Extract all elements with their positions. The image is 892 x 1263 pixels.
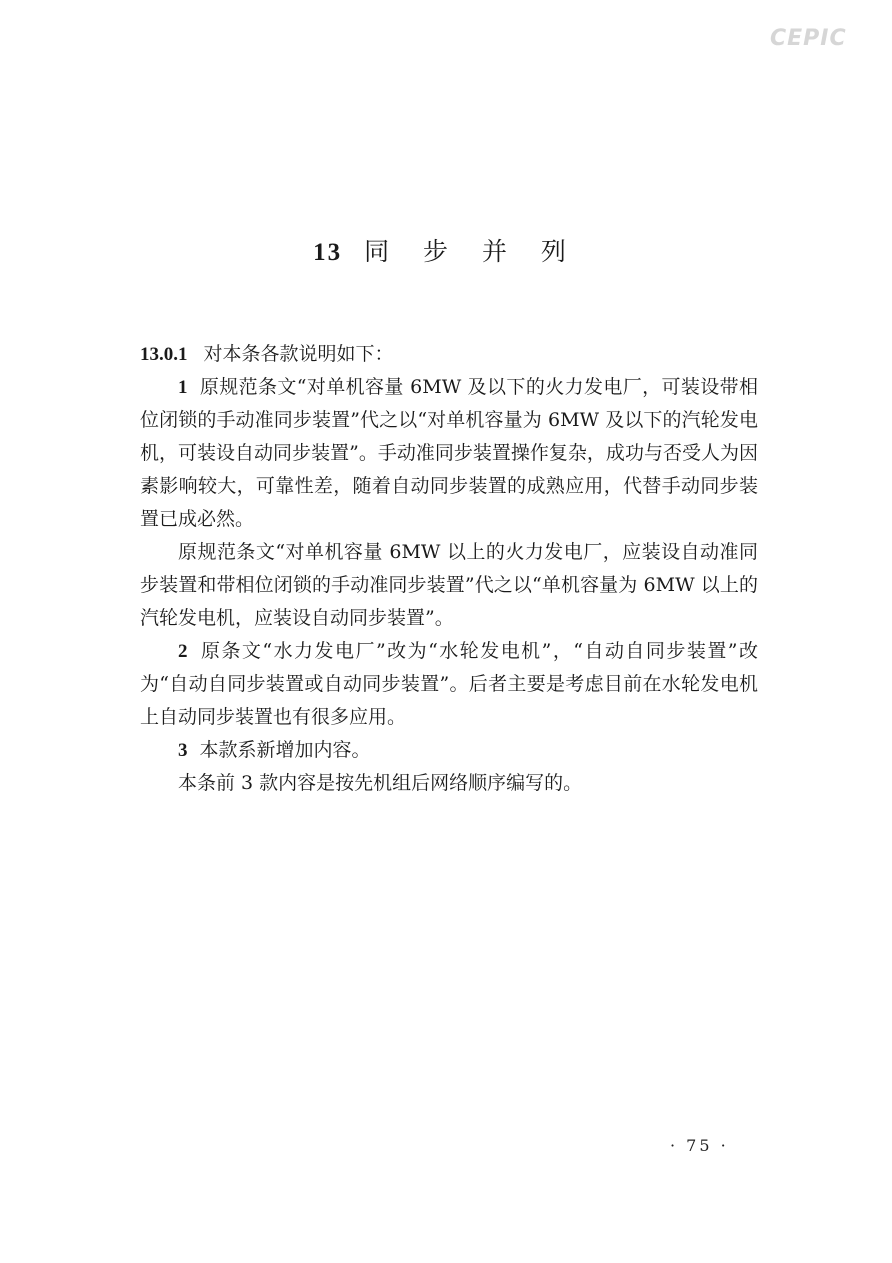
page-number: · 75 · — [670, 1136, 729, 1155]
clause-intro: 对本条各款说明如下： — [203, 343, 394, 365]
item-2-paragraph-1 — [140, 635, 758, 734]
paragraph-text: 原条文“水力发电厂”改为“水轮发电机”，“自动自同步装置”改为“自动自同步装置或自动同步装置”。后者主要是考虑目前在水轮发电机上自动同步装置也有很多应用。 — [140, 640, 758, 728]
item-3-paragraph-1 — [140, 734, 758, 767]
paragraph-text: 原规范条文“对单机容量 6MW 及以下的火力发电厂，可装设带相位闭锁的手动准同步装置”代之以“对单机容量为 6MW 及以下的汽轮发电机，可装设自动同步装置”。手动准同步装置操作复杂，成功与否受人为因素影响较大，可靠性差，随着自动同步装置的成熟应用，代替手动同步装置已成必然。 — [140, 376, 758, 530]
clause-number: 13.0.1 — [140, 344, 188, 365]
chapter-number: 13 — [313, 239, 343, 266]
item-number: 2 — [178, 641, 188, 662]
item-number: 1 — [178, 377, 188, 398]
chapter-title: 同 步 并 列 — [364, 237, 579, 266]
closing-paragraph — [140, 767, 758, 800]
clause-heading — [140, 338, 758, 371]
item-1-paragraph-2 — [140, 536, 758, 635]
chapter-heading — [0, 232, 892, 268]
clause-body — [140, 338, 758, 800]
publisher-watermark: CEPIC — [770, 26, 847, 51]
item-1-paragraph-1 — [140, 371, 758, 536]
paragraph-text: 本条前 3 款内容是按先机组后网络顺序编写的。 — [178, 772, 583, 794]
paragraph-text: 原规范条文“对单机容量 6MW 以上的火力发电厂，应装设自动准同步装置和带相位闭锁的手动准同步装置”代之以“单机容量为 6MW 以上的汽轮发电机，应装设自动同步装置”。 — [140, 541, 758, 629]
item-number: 3 — [178, 740, 188, 761]
paragraph-text: 本款系新增加内容。 — [199, 739, 371, 761]
